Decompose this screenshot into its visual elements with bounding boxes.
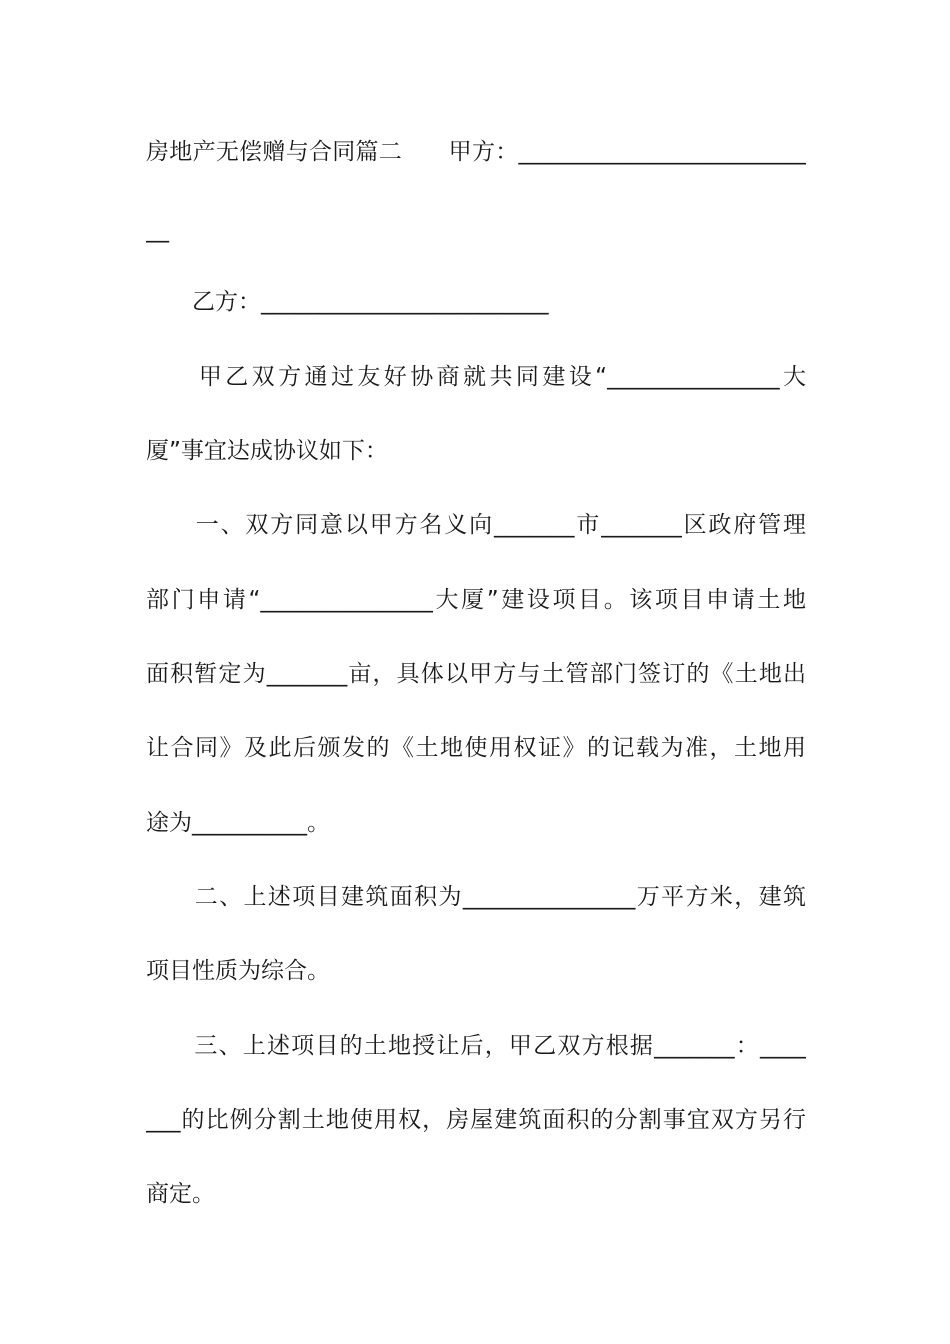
- clause-1-line-5: 途为__________。: [146, 810, 330, 836]
- clause-2-line-2: 项目性质为综合。: [146, 958, 330, 984]
- party-b-line: 乙方：_________________________: [146, 289, 549, 315]
- intro-line-2: 厦”事宜达成协议如下：: [146, 438, 388, 464]
- clause-3-line-3: 商定。: [146, 1181, 215, 1207]
- clause-1-line-3: 面积暂定为_______亩，具体以甲方与土管部门签订的《土地出: [146, 661, 806, 687]
- intro-line-1: 甲乙双方通过友好协商就共同建设“_______________大: [146, 364, 806, 390]
- clause-1-line-4: 让合同》及此后颁发的《土地使用权证》的记载为准，土地用: [146, 735, 806, 761]
- clause-2-line-1: 二、上述项目建筑面积为_______________万平方米，建筑: [146, 884, 806, 910]
- clause-3-line-2: ___的比例分割土地使用权，房屋建筑面积的分割事宜双方另行: [146, 1107, 806, 1133]
- clause-1-line-1: 一、双方同意以甲方名义向_______市_______区政府管理: [146, 512, 806, 538]
- title-and-party-a-line: 房地产无偿赠与合同篇二 甲方：_________________________: [146, 139, 806, 165]
- clause-1-line-2: 部门申请“_______________大厦”建设项目。该项目申请土地: [146, 587, 806, 613]
- clause-3-line-1: 三、上述项目的土地授让后，甲乙双方根据_______：____: [146, 1033, 806, 1059]
- party-a-blank-continuation: __: [146, 217, 169, 243]
